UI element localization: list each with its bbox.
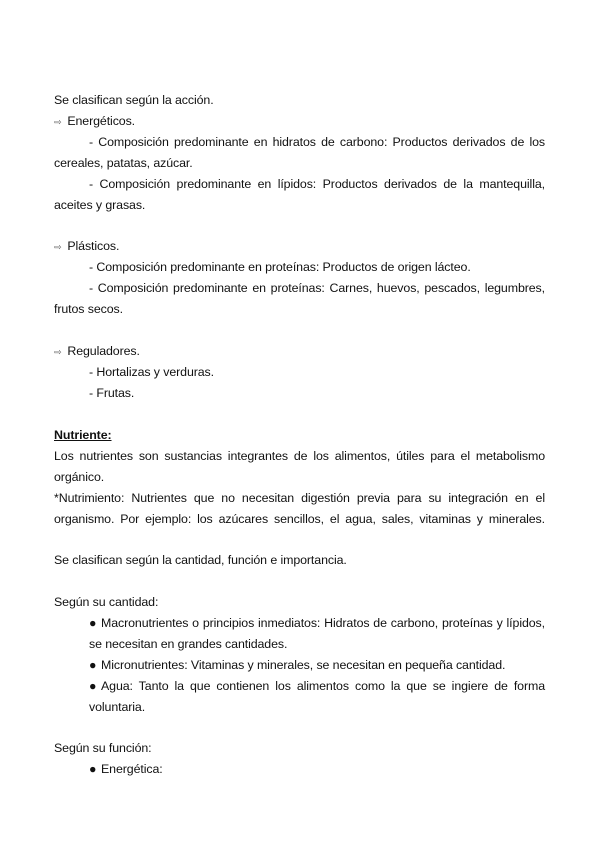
reguladores-item-2: - Frutas. [89, 386, 135, 400]
reguladores-item-1: - Hortalizas y verduras. [89, 365, 214, 379]
cantidad-bullet-1: ● Macronutrientes o principios inmediatos: Hidratos de carbono, proteínas y lípidos, [89, 613, 545, 633]
energeticos-title: ⇨ Energéticos. [54, 111, 545, 131]
plasticos-title: ⇨ Plásticos. [54, 236, 545, 256]
clasificacion-text: Se clasifican según la cantidad, función e importancia. [54, 553, 347, 567]
bullet-icon: ● [89, 762, 97, 776]
funcion-bullet-1: ● Energética: [89, 759, 545, 779]
nutrimiento-note: *Nutrimiento: Nutrientes que no necesitan digestión previa para su integración en el [54, 491, 545, 505]
nutriente-definition: Los nutrientes son sustancias integrantes de los alimentos, útiles para el metabolismo [54, 449, 545, 463]
plasticos-item-2-cont: frutos secos. [54, 302, 123, 316]
plasticos-item-2: - Composición predominante en proteínas: Carnes, huevos, pescados, legumbres, [89, 281, 545, 295]
nutriente-definition-cont: orgánico. [54, 470, 105, 484]
reguladores-title: ⇨ Reguladores. [54, 341, 545, 361]
arrow-right-icon: ⇨ [54, 242, 62, 252]
nutriente-heading: Nutriente: [54, 428, 112, 442]
intro-text: Se clasifican según la acción. [54, 93, 214, 107]
energeticos-item-1: - Composición predominante en hidratos de carbono: Productos derivados de los [89, 135, 545, 149]
cantidad-bullet-3: ● Agua: Tanto la que contienen los alimentos como la que se ingiere de forma [89, 676, 545, 696]
energeticos-item-2-cont: aceites y grasas. [54, 198, 146, 212]
cantidad-bullet-1-cont: se necesitan en grandes cantidades. [89, 637, 288, 651]
plasticos-item-1: - Composición predominante en proteínas: Productos de origen lácteo. [89, 260, 471, 274]
bullet-icon: ● [89, 616, 97, 630]
cantidad-bullet-3-cont: voluntaria. [89, 700, 146, 714]
energeticos-item-1-cont: cereales, patatas, azúcar. [54, 156, 193, 170]
cantidad-bullet-2: ● Micronutrientes: Vitaminas y minerales, se necesitan en pequeña cantidad. [89, 655, 545, 675]
nutrimiento-note-cont: organismo. Por ejemplo: los azúcares sencillos, el agua, sales, vitaminas y minerales. [54, 512, 545, 526]
arrow-right-icon: ⇨ [54, 347, 62, 357]
bullet-icon: ● [89, 679, 97, 693]
energeticos-item-2: - Composición predominante en lípidos: Productos derivados de la mantequilla, [89, 177, 545, 191]
arrow-right-icon: ⇨ [54, 117, 62, 127]
cantidad-title: Según su cantidad: [54, 595, 159, 609]
bullet-icon: ● [89, 658, 97, 672]
funcion-title: Según su función: [54, 741, 152, 755]
